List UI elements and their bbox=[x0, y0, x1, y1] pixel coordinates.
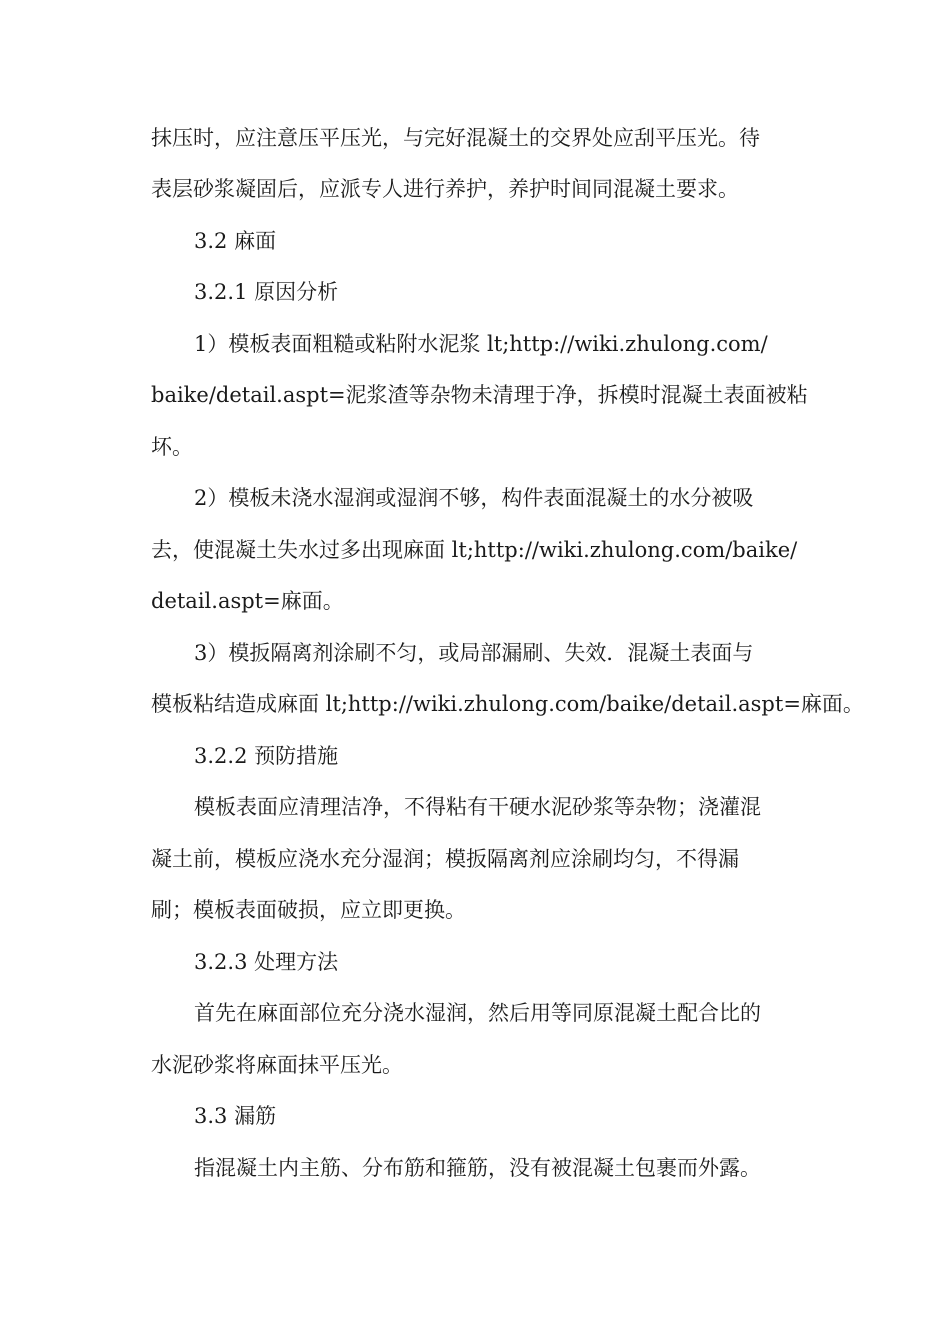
paragraph-line: 2）模板未浇水湿润或湿润不够，构件表面混凝土的水分被吸 bbox=[194, 486, 754, 510]
paragraph-line: 抹压时，应注意压平压光，与完好混凝土的交界处应刮平压光。待 bbox=[151, 126, 760, 150]
paragraph-line: 表层砂浆凝固后，应派专人进行养护，养护时间同混凝土要求。 bbox=[151, 177, 739, 201]
paragraph-line: 水泥砂浆将麻面抹平压光。 bbox=[151, 1053, 403, 1077]
section-heading: 3.3 漏筋 bbox=[194, 1104, 277, 1128]
paragraph-line: 首先在麻面部位充分浇水湿润，然后用等同原混凝土配合比的 bbox=[194, 1001, 761, 1025]
paragraph-line: 凝土前，模板应浇水充分湿润；模扳隔离剂应涂刷均匀，不得漏 bbox=[151, 847, 739, 871]
paragraph-line: 1）模板表面粗糙或粘附水泥浆 lt;http://wiki.zhulong.com/ bbox=[194, 332, 768, 356]
paragraph-line: 指混凝土内主筋、分布筋和箍筋，没有被混凝土包裹而外露。 bbox=[194, 1156, 761, 1180]
paragraph-line: 3）模扳隔离剂涂刷不匀，或局部漏刷、失效．混凝土表面与 bbox=[194, 641, 754, 665]
paragraph-line: 去，使混凝土失水过多出现麻面 lt;http://wiki.zhulong.com/baike/ bbox=[151, 538, 798, 562]
paragraph-line: detail.aspt=麻面。 bbox=[151, 589, 344, 613]
paragraph-line: 模板粘结造成麻面 lt;http://wiki.zhulong.com/baike/detail.aspt=麻面。 bbox=[151, 692, 864, 716]
paragraph-line: 模板表面应清理洁净，不得粘有干硬水泥砂浆等杂物；浇灌混 bbox=[194, 795, 761, 819]
section-heading: 3.2 麻面 bbox=[194, 229, 277, 253]
subsection-heading: 3.2.3 处理方法 bbox=[194, 950, 339, 974]
subsection-heading: 3.2.2 预防措施 bbox=[194, 744, 339, 768]
subsection-heading: 3.2.1 原因分析 bbox=[194, 280, 339, 304]
paragraph-line: baike/detail.aspt=泥浆渣等杂物未清理于净，拆模时混凝土表面被粘 bbox=[151, 383, 808, 407]
paragraph-line: 坏。 bbox=[151, 435, 193, 459]
paragraph-line: 刷；模板表面破损，应立即更换。 bbox=[151, 898, 466, 922]
